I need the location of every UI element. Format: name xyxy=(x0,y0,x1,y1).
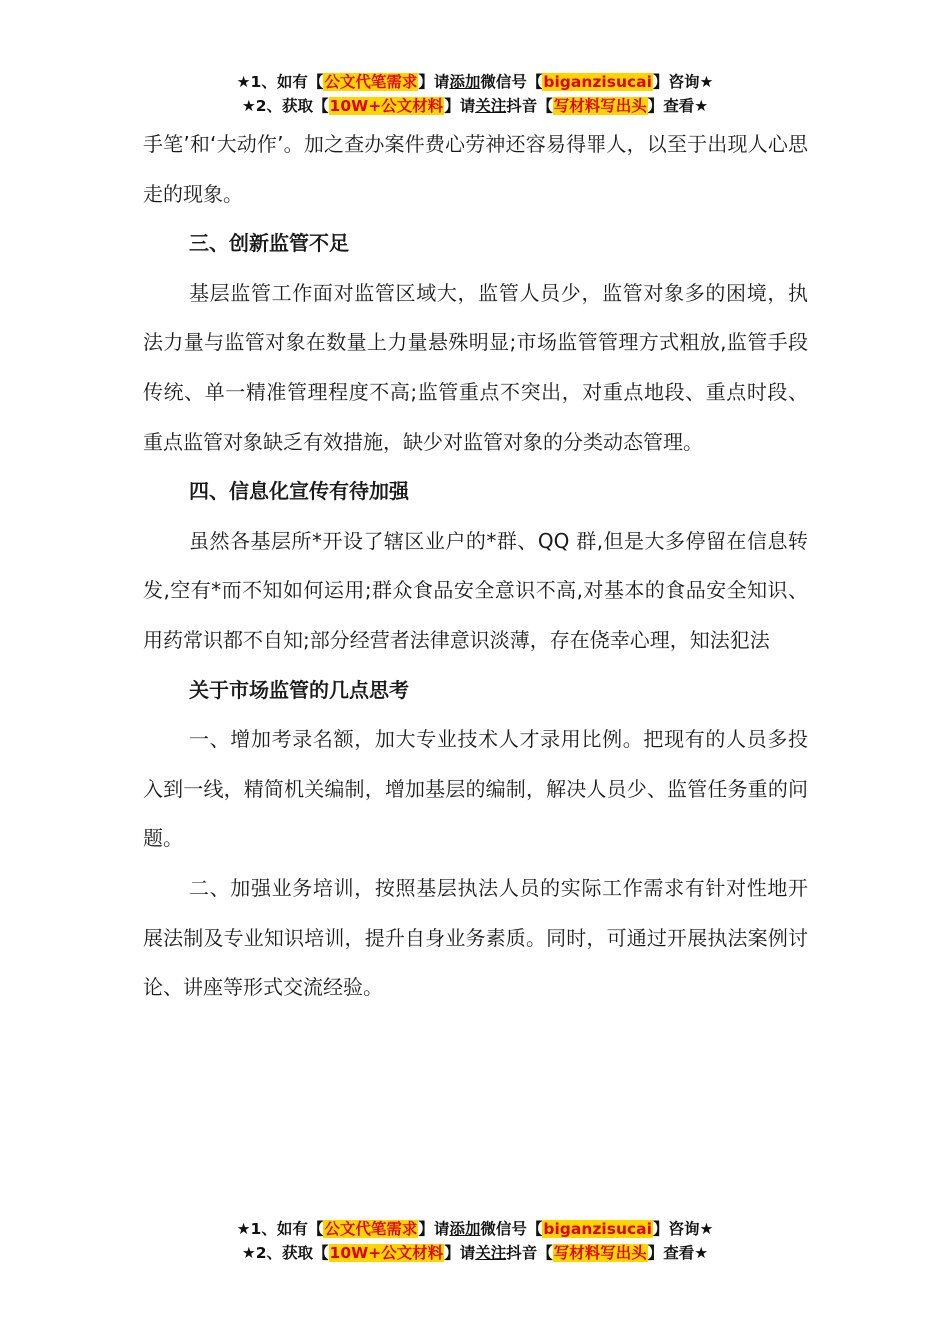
paragraph: 一、增加考录名额，加大专业技术人才录用比例。把现有的人员多投入到一线，精简机关编制，增加基层的编制，解决人员少、监管任务重的问题。 xyxy=(143,727,808,851)
banner-text: 】请 xyxy=(418,1220,450,1238)
banner-line-2 xyxy=(0,1241,950,1265)
banner-text: 】咨询★ xyxy=(652,73,714,91)
banner-highlight: 写材料写出头 xyxy=(553,1244,647,1262)
header-banner xyxy=(0,70,950,118)
banner-highlight: 公文代笔需求 xyxy=(324,73,418,91)
banner-text: 】请 xyxy=(444,97,476,115)
banner-text: 抖音【 xyxy=(506,1244,553,1262)
banner-text: 微信号【 xyxy=(480,1220,543,1238)
document-body xyxy=(143,120,808,1013)
banner-highlight: biganzisucai xyxy=(543,1220,652,1238)
banner-text: ★1、如有【 xyxy=(236,73,324,91)
banner-underlined: 添加 xyxy=(449,73,481,91)
banner-text: 抖音【 xyxy=(506,97,553,115)
section-heading: 四、信息化宣传有待加强 xyxy=(189,479,409,504)
banner-highlight: 写材料写出头 xyxy=(553,97,647,115)
banner-text: ★2、获取【 xyxy=(241,1244,329,1262)
banner-line-1 xyxy=(0,1217,950,1241)
banner-line-1 xyxy=(0,70,950,94)
section-heading: 三、创新监管不足 xyxy=(189,231,349,256)
banner-highlight: 10W+公文材料 xyxy=(329,1244,444,1262)
banner-text: ★1、如有【 xyxy=(236,1220,324,1238)
banner-underlined: 关注 xyxy=(475,1244,507,1262)
banner-highlight: 公文代笔需求 xyxy=(324,1220,418,1238)
footer-banner xyxy=(0,1217,950,1265)
banner-highlight: 10W+公文材料 xyxy=(329,97,444,115)
banner-highlight: biganzisucai xyxy=(543,73,652,91)
banner-text: 】查看★ xyxy=(647,1244,709,1262)
banner-line-2 xyxy=(0,94,950,118)
banner-text: 】查看★ xyxy=(647,97,709,115)
banner-text: 微信号【 xyxy=(480,73,543,91)
paragraph: 手笔’和‘大动作’。加之查办案件费心劳神还容易得罪人，以至于出现人心思走的现象。 xyxy=(143,132,808,206)
banner-text: 】咨询★ xyxy=(652,1220,714,1238)
banner-text: 】请 xyxy=(444,1244,476,1262)
banner-underlined: 关注 xyxy=(475,97,507,115)
paragraph: 基层监管工作面对监管区域大，监管人员少，监管对象多的困境，执法力量与监管对象在数量上力量悬殊明显;市场监管管理方式粗放,监管手段传统、单一精准管理程度不高;监管重点不突出，对重点地段、重点时段、重点监管对象缺乏有效措施，缺少对监管对象的分类动态管理。 xyxy=(143,280,808,454)
paragraph: 二、加强业务培训，按照基层执法人员的实际工作需求有针对性地开展法制及专业知识培训，提升自身业务素质。同时，可通过开展执法案例讨论、讲座等形式交流经验。 xyxy=(143,875,808,1000)
banner-text: ★2、获取【 xyxy=(241,97,329,115)
banner-underlined: 添加 xyxy=(449,1220,481,1238)
banner-text: 】请 xyxy=(418,73,450,91)
section-heading: 关于市场监管的几点思考 xyxy=(189,677,409,702)
paragraph: 虽然各基层所*开设了辖区业户的*群、QQ 群,但是大多停留在信息转发,空有*而不知如何运用;群众食品安全意识不高,对基本的食品安全知识、用药常识都不自知;部分经营者法律意识淡薄，存在侥幸心理，知法犯法 xyxy=(143,528,808,652)
